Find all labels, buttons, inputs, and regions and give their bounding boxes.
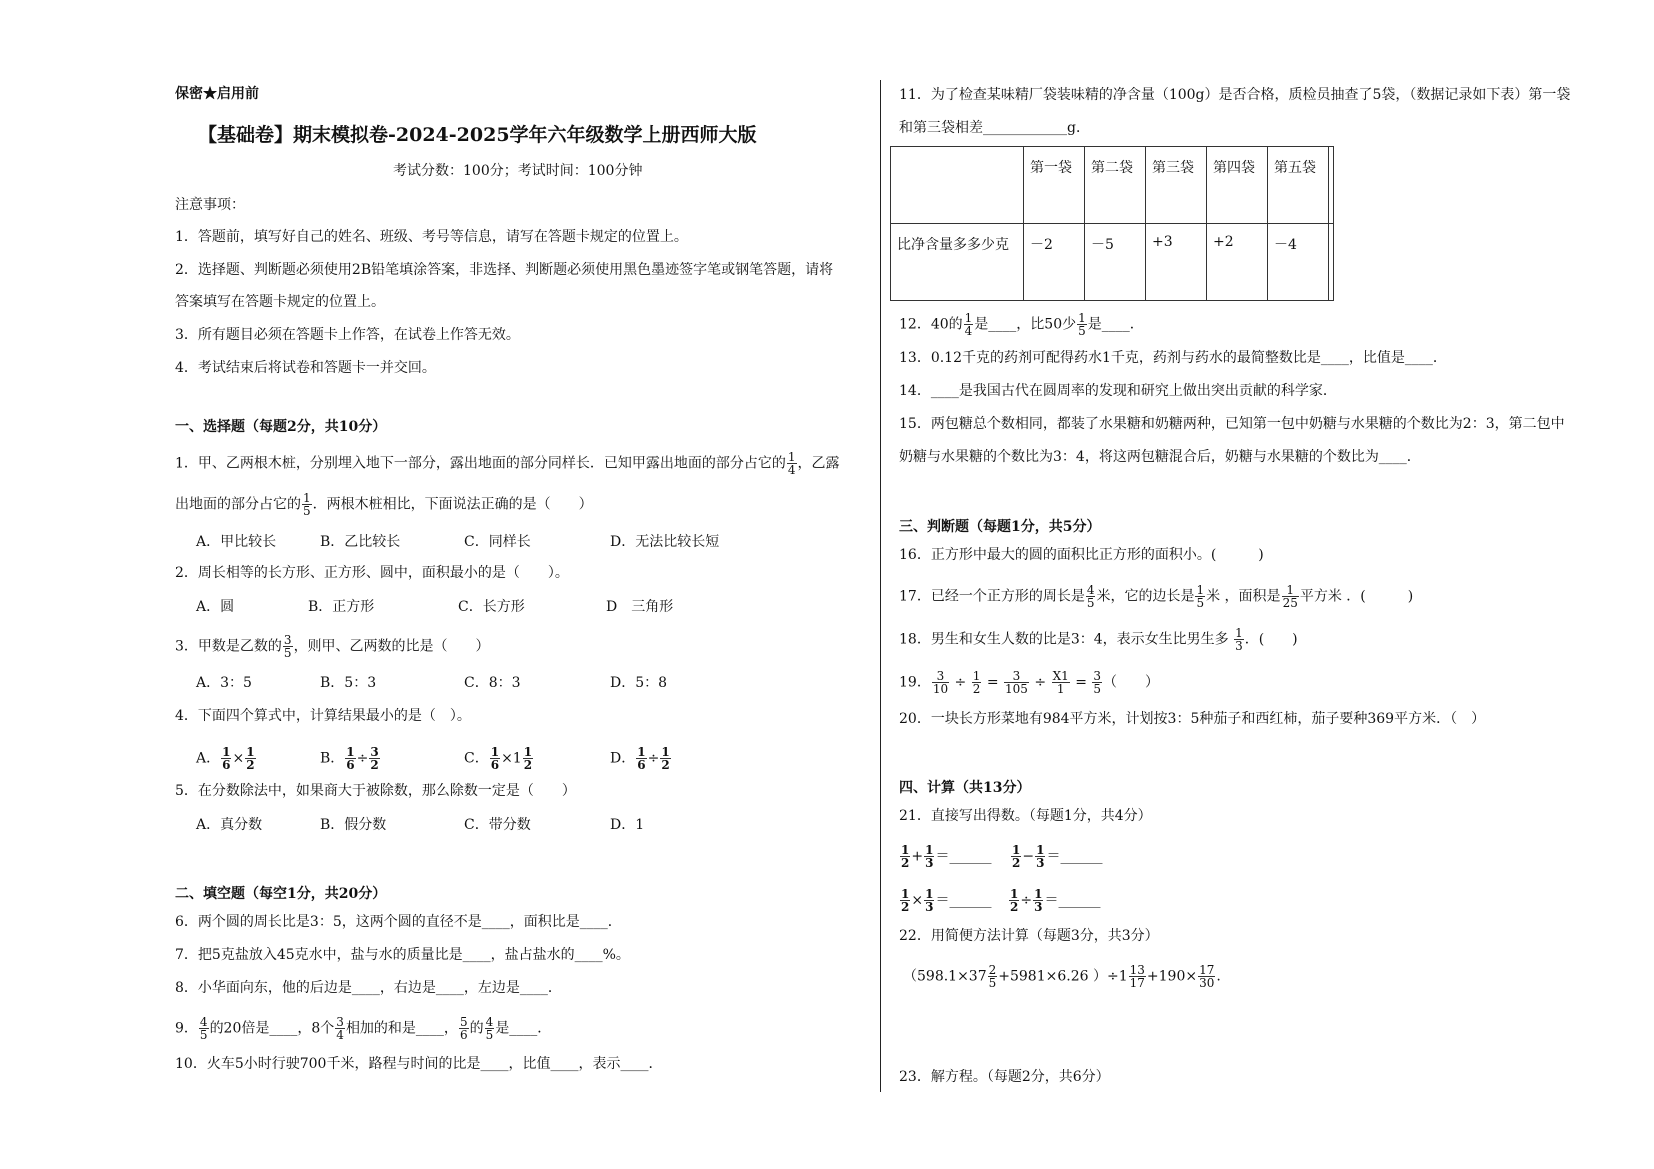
table-cell: －4 [1268, 224, 1329, 301]
text-segment: 14．____是我国古代在圆周率的发现和研究上做出突出贡献的科学家． [899, 383, 1337, 399]
question-3 [175, 634, 490, 659]
numerator: 1 [303, 491, 311, 505]
fraction [1077, 312, 1087, 337]
denominator: 4 [964, 324, 973, 338]
question-1 [175, 451, 840, 476]
table-cell: +3 [1146, 224, 1207, 301]
question-15-cont [899, 448, 1421, 466]
text-segment: ＝______ [935, 892, 992, 909]
text-segment: 16．正方形中最大的圆的面积比正方形的面积小。( ) [899, 547, 1264, 563]
text-segment: ，乙露 [797, 455, 840, 472]
table-cell: 第三袋 [1146, 147, 1207, 224]
numerator: X1 [1052, 669, 1069, 683]
denominator: 30 [1199, 976, 1215, 990]
text-segment: 19． [899, 674, 931, 691]
question-23 [899, 1068, 1110, 1086]
numerator: 5 [459, 1015, 468, 1029]
option-d [610, 746, 672, 771]
question-9 [175, 1016, 551, 1041]
option-c [464, 746, 534, 771]
fraction [1011, 844, 1021, 869]
fraction [1282, 584, 1299, 609]
question-22 [899, 927, 1159, 945]
denominator: 5 [1086, 596, 1095, 610]
text-segment: D 三角形 [606, 599, 674, 615]
numerator: 1 [901, 843, 910, 857]
text-segment: D．5：8 [610, 675, 668, 691]
text-segment: ，则甲、乙两数的比是（ ） [293, 638, 490, 655]
denominator: 3 [925, 856, 934, 870]
page-title: 【基础卷】期末模拟卷-2024-2025学年六年级数学上册西师大版 [198, 124, 757, 146]
fraction [1033, 888, 1043, 913]
fraction [1009, 888, 1019, 913]
question-21 [899, 807, 1152, 825]
denominator: 105 [1005, 682, 1028, 696]
text-segment: （598.1×37 [903, 968, 987, 985]
table-cell: +2 [1207, 224, 1268, 301]
calc-expression [903, 964, 1221, 989]
text-segment: +5981×6.26 ）÷1 [998, 968, 1128, 985]
question-4 [175, 707, 471, 725]
numerator: 3 [336, 1015, 344, 1029]
note-item: 4．考试结束后将试卷和答题卡一并交回。 [175, 360, 436, 376]
fraction [964, 312, 974, 337]
calc-item [899, 844, 991, 869]
text-segment: ÷ [647, 750, 660, 767]
text-segment: A．3：5 [196, 675, 252, 691]
table-cell [1329, 147, 1334, 224]
text-segment: − [1022, 848, 1035, 865]
text-segment: 是____，比50少 [974, 316, 1077, 333]
text-segment: A．甲比较长 [196, 534, 277, 550]
option-d [610, 533, 719, 551]
fraction [660, 746, 670, 771]
denominator: 5 [283, 646, 292, 660]
text-segment: 的20倍是____，8个 [209, 1020, 335, 1037]
fraction [245, 746, 255, 771]
fraction [924, 888, 934, 913]
question-18 [899, 627, 1298, 652]
text-segment: 17．已经一个正方形的周长是 [899, 588, 1085, 605]
question-15 [899, 415, 1565, 433]
text-segment: 2．周长相等的长方形、正方形、圆中，面积最小的是（ ）。 [175, 565, 569, 581]
text-segment: 6．两个圆的周长比是3：5，这两个圆的直径不是____，面积比是____． [175, 914, 622, 930]
exam-info: 考试分数：100分；考试时间：100分钟 [393, 163, 643, 179]
option-a [196, 746, 257, 771]
option-c [458, 598, 525, 616]
fraction [1092, 670, 1102, 695]
option-a [196, 598, 234, 616]
text-segment: . [1216, 968, 1221, 985]
table-cell [891, 147, 1024, 224]
option-c [464, 816, 531, 834]
denominator: 5 [1196, 596, 1205, 610]
fraction [523, 746, 533, 771]
fraction [302, 492, 312, 517]
table-cell: 第二袋 [1085, 147, 1146, 224]
table-cell: 第一袋 [1024, 147, 1085, 224]
denominator: 6 [637, 758, 646, 772]
denominator: 1 [1056, 682, 1065, 696]
denominator: 4 [336, 1028, 344, 1042]
question-11 [899, 86, 1570, 104]
text-segment: ÷ [356, 750, 369, 767]
denominator: 2 [246, 758, 255, 772]
option-c [464, 674, 521, 692]
numerator: 1 [246, 745, 255, 759]
numerator: 1 [523, 745, 533, 759]
numerator: 1 [925, 843, 934, 857]
denominator: 4 [787, 463, 796, 477]
text-segment: B．正方形 [308, 599, 375, 615]
denominator: 2 [661, 758, 670, 772]
section-heading-calc: 四、计算（共13分） [899, 780, 1031, 796]
numerator: 3 [370, 745, 379, 759]
text-segment: D． [610, 750, 636, 767]
text-segment: 米，它的边长是 [1096, 588, 1195, 605]
fraction [369, 746, 379, 771]
question-12 [899, 312, 1144, 337]
option-b [320, 674, 376, 692]
text-segment: A．圆 [196, 599, 235, 615]
fraction [1004, 670, 1029, 695]
note-item: 1．答题前，填写好自己的姓名、班级、考号等信息，请写在答题卡规定的位置上。 [175, 229, 688, 245]
denominator: 5 [199, 1028, 208, 1042]
text-segment: 是____． [495, 1020, 552, 1037]
text-segment: C．8：3 [464, 675, 521, 691]
denominator: 3 [925, 900, 934, 914]
fraction [485, 1016, 495, 1041]
fraction [636, 746, 646, 771]
numerator: 4 [485, 1015, 494, 1029]
text-segment: （ ） [1103, 674, 1160, 691]
fraction [900, 888, 910, 913]
fraction [924, 844, 934, 869]
numerator: 1 [222, 745, 231, 759]
question-1-cont [175, 492, 593, 517]
calc-item [1008, 888, 1100, 913]
fraction [900, 844, 910, 869]
table-row-label: 比净含量多多少克 [891, 224, 1024, 301]
text-segment: D．1 [610, 817, 645, 833]
numerator: 3 [1093, 669, 1102, 683]
text-segment: 和第三袋相差____________g． [899, 120, 1090, 136]
text-segment: 米 ，面积是 [1206, 588, 1281, 605]
numerator: 2 [988, 963, 997, 977]
denominator: 5 [485, 1028, 494, 1042]
fraction [988, 964, 998, 989]
denominator: 5 [988, 976, 997, 990]
text-segment: ÷ [1029, 674, 1051, 691]
denominator: 17 [1129, 976, 1145, 990]
denominator: 25 [1282, 596, 1298, 610]
numerator: 1 [1196, 583, 1205, 597]
text-segment: 21．直接写出得数。（每题1分，共4分） [899, 808, 1152, 824]
table-row [891, 224, 1334, 301]
text-segment: ÷ [1020, 892, 1033, 909]
denominator: 2 [370, 758, 379, 772]
text-segment: 5．在分数除法中，如果商大于被除数，那么除数一定是（ ） [175, 783, 576, 799]
option-a [196, 674, 252, 692]
fraction [1195, 584, 1205, 609]
fraction [787, 451, 797, 476]
text-segment: 23．解方程。（每题2分，共6分） [899, 1069, 1110, 1085]
numerator: 13 [1129, 963, 1145, 977]
text-segment: 18．男生和女生人数的比是3：4，表示女生比男生多 [899, 631, 1234, 648]
denominator: 2 [523, 758, 533, 772]
section-heading-judge: 三、判断题（每题1分，共5分） [899, 519, 1101, 535]
table-cell: 第四袋 [1207, 147, 1268, 224]
question-7 [175, 946, 630, 964]
numerator: 17 [1199, 963, 1215, 977]
text-segment: ＝______ [1046, 848, 1103, 865]
fraction [335, 1016, 345, 1041]
fraction [1086, 584, 1096, 609]
text-segment: C．带分数 [464, 817, 531, 833]
text-segment: ．两根木桩相比，下面说法正确的是（ ） [312, 496, 593, 513]
text-segment: 10．火车5小时行驶700千米，路程与时间的比是____，比值____，表示____． [175, 1056, 663, 1072]
denominator: 3 [1235, 639, 1243, 653]
denominator: 3 [1036, 856, 1045, 870]
denominator: 2 [1012, 856, 1021, 870]
question-6 [175, 913, 622, 931]
text-segment: + [911, 848, 924, 865]
text-segment: B．5：3 [320, 675, 377, 691]
text-segment: C．长方形 [458, 599, 525, 615]
denominator: 10 [932, 682, 949, 696]
section-heading-fill: 二、填空题（每空1分，共20分） [175, 886, 387, 902]
table-cell: －5 [1085, 224, 1146, 301]
confidential-label: 保密★启用前 [175, 86, 259, 102]
numerator: 4 [199, 1015, 208, 1029]
numerator: 3 [1004, 670, 1029, 683]
text-segment: ×1 [501, 750, 522, 767]
text-segment: 1．甲、乙两根木桩，分别埋入地下一部分，露出地面的部分同样长．已知甲露出地面的部分占它的 [175, 455, 786, 472]
numerator: 1 [964, 311, 973, 325]
calc-item [1010, 844, 1102, 869]
text-segment: × [911, 892, 924, 909]
numerator: 1 [637, 745, 646, 759]
numerator: 1 [1235, 626, 1243, 640]
option-d [606, 598, 673, 616]
data-table [890, 146, 1334, 301]
text-segment: = [1070, 674, 1092, 691]
numerator: 1 [787, 450, 796, 464]
fraction [1035, 844, 1045, 869]
question-8 [175, 979, 562, 997]
numerator: 1 [346, 745, 355, 759]
text-segment: 12．40的 [899, 316, 963, 333]
fraction [932, 670, 949, 695]
text-segment: = [982, 674, 1004, 691]
text-segment: 20．一块长方形菜地有984平方米，计划按3：5种茄子和西红柿，茄子要种369平方米．（ ） [899, 711, 1486, 727]
text-segment: 出地面的部分占它的 [175, 496, 301, 513]
denominator: 3 [1034, 900, 1043, 914]
text-segment: C．同样长 [464, 534, 531, 550]
section-heading-choice: 一、选择题（每题2分，共10分） [175, 419, 387, 435]
fraction [459, 1016, 469, 1041]
numerator: 1 [972, 669, 981, 683]
fraction [345, 746, 355, 771]
table-cell: 第五袋 [1268, 147, 1329, 224]
text-segment: 22．用简便方法计算（每题3分，共3分） [899, 928, 1159, 944]
text-segment: × [232, 750, 245, 767]
fraction [490, 746, 500, 771]
question-13 [899, 349, 1447, 367]
option-b [308, 598, 374, 616]
denominator: 6 [459, 1028, 468, 1042]
numerator: 1 [490, 745, 500, 759]
text-segment: A．真分数 [196, 817, 263, 833]
text-segment: 7．把5克盐放入45克水中，盐与水的质量比是____，盐占盐水的____%。 [175, 947, 630, 963]
numerator: 1 [901, 887, 910, 901]
numerator: 1 [925, 887, 934, 901]
text-segment: ＝______ [935, 848, 992, 865]
option-b [320, 533, 400, 551]
question-17 [899, 584, 1413, 609]
denominator: 2 [901, 856, 910, 870]
fraction [283, 634, 293, 659]
denominator: 5 [303, 504, 311, 518]
table-cell: －2 [1024, 224, 1085, 301]
question-2 [175, 564, 569, 582]
numerator: 1 [1034, 887, 1043, 901]
text-segment: A． [196, 750, 221, 767]
text-segment: ．( ) [1244, 631, 1298, 648]
numerator: 1 [1036, 843, 1045, 857]
text-segment: B．假分数 [320, 817, 387, 833]
numerator: 1 [1010, 887, 1019, 901]
numerator: 4 [1086, 583, 1095, 597]
fraction [972, 670, 982, 695]
note-item: 答案填写在答题卡规定的位置上。 [175, 294, 385, 310]
denominator: 5 [1093, 682, 1102, 696]
numerator: 3 [932, 670, 949, 683]
numerator: 1 [661, 745, 670, 759]
text-segment: 9． [175, 1020, 198, 1037]
fraction [1052, 670, 1070, 695]
text-segment: B． [320, 750, 345, 767]
fraction [221, 746, 231, 771]
option-b [320, 816, 386, 834]
question-20 [899, 710, 1485, 728]
denominator: 6 [490, 758, 500, 772]
note-item: 2．选择题、判断题必须使用2B铅笔填涂答案，非选择、判断题必须使用黑色墨迹签字笔或钢笔答题，请将 [175, 262, 834, 278]
text-segment: B．乙比较长 [320, 534, 401, 550]
fraction [1234, 627, 1244, 652]
fraction [199, 1016, 209, 1041]
numerator: 3 [283, 633, 292, 647]
text-segment: ÷ [950, 674, 971, 691]
fraction [1198, 964, 1215, 989]
option-a [196, 816, 262, 834]
question-14 [899, 382, 1337, 400]
fraction [1129, 964, 1146, 989]
option-b [320, 746, 381, 771]
denominator: 2 [901, 900, 910, 914]
text-segment: 8．小华面向东，他的后边是____，右边是____，左边是____． [175, 980, 562, 996]
text-segment: 15．两包糖总个数相同，都装了水果糖和奶糖两种，已知第一包中奶糖与水果糖的个数比为2：3，第二包中 [899, 416, 1565, 432]
table-cell [1329, 224, 1334, 301]
option-a [196, 533, 276, 551]
text-segment: 4．下面四个算式中，计算结果最小的是（ ）。 [175, 708, 471, 724]
table-header-row [891, 147, 1334, 224]
text-segment: 是____． [1087, 316, 1144, 333]
notes-heading: 注意事项： [175, 197, 245, 213]
option-c [464, 533, 531, 551]
question-16 [899, 546, 1264, 564]
denominator: 2 [1010, 900, 1019, 914]
text-segment: 13．0.12千克的药剂可配得药水1千克，药剂与药水的最简整数比是____，比值是____． [899, 350, 1447, 366]
text-segment: 3．甲数是乙数的 [175, 638, 282, 655]
question-5 [175, 782, 576, 800]
text-segment: 平方米 ．( ) [1299, 588, 1414, 605]
denominator: 6 [346, 758, 355, 772]
text-segment: D．无法比较长短 [610, 534, 720, 550]
numerator: 1 [1012, 843, 1021, 857]
denominator: 2 [972, 682, 981, 696]
question-19 [899, 670, 1159, 695]
text-segment: ＝______ [1044, 892, 1101, 909]
question-11-cont [899, 119, 1090, 137]
numerator: 1 [1282, 584, 1299, 597]
text-segment: +190× [1146, 968, 1198, 985]
column-divider [880, 80, 881, 1092]
text-segment: C． [464, 750, 489, 767]
option-d [610, 816, 644, 834]
denominator: 6 [222, 758, 231, 772]
text-segment: 奶糖与水果糖的个数比为3：4，将这两包糖混合后，奶糖与水果糖的个数比为____． [899, 449, 1421, 465]
text-segment: 相加的和是____， [345, 1020, 458, 1037]
question-10 [175, 1055, 662, 1073]
note-item: 3．所有题目必须在答题卡上作答，在试卷上作答无效。 [175, 327, 520, 343]
text-segment: 的 [469, 1020, 484, 1037]
denominator: 5 [1078, 324, 1086, 338]
numerator: 1 [1078, 311, 1086, 325]
option-d [610, 674, 667, 692]
calc-item [899, 888, 991, 913]
text-segment: 11．为了检查某味精厂袋装味精的净含量（100g）是否合格，质检员抽查了5袋，（数据记录如下表）第一袋 [899, 87, 1571, 103]
